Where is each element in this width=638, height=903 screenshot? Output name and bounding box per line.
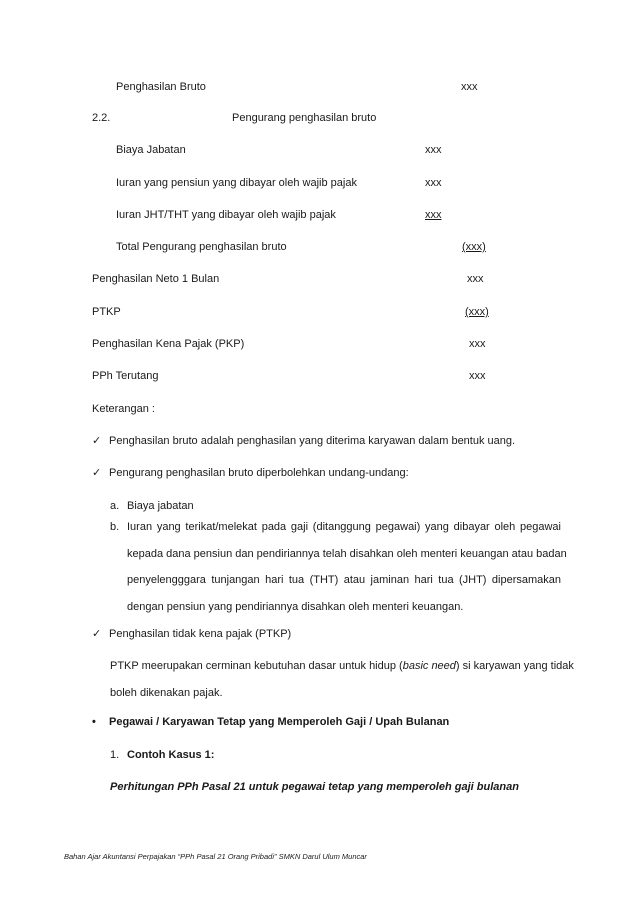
total-pengurang-value: (xxx) <box>462 241 486 253</box>
checkmark-icon: ✓ <box>92 628 102 640</box>
total-pengurang-label: Total Pengurang penghasilan bruto <box>116 241 287 253</box>
note-item-ptkp-text: Penghasilan tidak kena pajak (PTKP) <box>109 628 292 640</box>
sub-item-b-paragraph <box>127 514 567 620</box>
pkp-value: xxx <box>469 338 486 350</box>
ptkp-value: (xxx) <box>465 306 489 318</box>
ptkp-label: PTKP <box>92 306 121 318</box>
pph-terutang-value: xxx <box>469 370 486 382</box>
biaya-jabatan-label: Biaya Jabatan <box>116 144 186 156</box>
case-subtitle: Perhitungan PPh Pasal 21 untuk pegawai tetap yang memperoleh gaji bulanan <box>110 781 519 793</box>
paragraph-line: penyelengggara tunjangan hari tua (THT) atau jaminan hari tua (JHT) dipersamakan <box>127 574 561 586</box>
ptkp-description <box>110 653 574 706</box>
sub-item-a-marker: a. <box>110 500 120 512</box>
paragraph-line: dengan pensiun yang pendiriannya disahkan oleh menteri keuangan. <box>127 600 464 613</box>
notes-heading: Keterangan : <box>92 403 155 415</box>
paragraph-line: PTKP meerupakan cerminan kebutuhan dasar untuk hidup (basic need) si karyawan yang tidak <box>110 660 574 672</box>
iuran-pensiun-value: xxx <box>425 177 442 189</box>
bruto-label: Penghasilan Bruto <box>116 81 206 93</box>
neto-value: xxx <box>467 273 484 285</box>
bullet-icon: • <box>92 716 96 728</box>
neto-label: Penghasilan Neto 1 Bulan <box>92 273 220 285</box>
section-heading-text: Pegawai / Karyawan Tetap yang Memperoleh Gaji / Upah Bulanan <box>109 716 450 728</box>
pph-terutang-label: PPh Terutang <box>92 370 159 382</box>
paragraph-line: boleh dikenakan pajak. <box>110 686 223 699</box>
pkp-label: Penghasilan Kena Pajak (PKP) <box>92 338 245 350</box>
paragraph-line: kepada dana pensiun dan pendiriannya telah disahkan oleh menteri keuangan atau badan <box>127 547 567 560</box>
note-item-pengurang-text: Pengurang penghasilan bruto diperbolehkan undang-undang: <box>109 467 409 479</box>
note-item-bruto <box>92 434 515 448</box>
checkmark-icon: ✓ <box>92 435 102 447</box>
iuran-pensiun-label: Iuran yang pensiun yang dibayar oleh wajib pajak <box>116 177 357 189</box>
checkmark-icon: ✓ <box>92 467 102 479</box>
paragraph-line: Iuran yang terikat/melekat pada gaji (ditanggung pegawai) yang dibayar oleh pegawai <box>127 521 561 533</box>
sub-item-a-text: Biaya jabatan <box>127 500 194 512</box>
case-title: Contoh Kasus 1: <box>127 749 215 761</box>
page-footer: Bahan Ajar Akuntansi Perpajakan “PPh Pasal 21 Orang Pribadi” SMKN Darul Ulum Muncar <box>64 852 367 861</box>
iuran-jht-value: xxx <box>425 209 442 221</box>
section-heading <box>92 715 449 729</box>
bruto-value: xxx <box>461 81 478 93</box>
biaya-jabatan-value: xxx <box>425 144 442 156</box>
section-number: 2.2. <box>92 112 111 124</box>
note-item-pengurang <box>92 466 409 480</box>
note-item-ptkp <box>92 627 291 641</box>
section-title: Pengurang penghasilan bruto <box>232 112 377 124</box>
note-item-bruto-text: Penghasilan bruto adalah penghasilan yang diterima karyawan dalam bentuk uang. <box>109 435 516 447</box>
iuran-jht-label: Iuran JHT/THT yang dibayar oleh wajib pajak <box>116 209 336 221</box>
case-marker: 1. <box>110 749 120 761</box>
sub-item-b-marker: b. <box>110 521 120 533</box>
basic-need-term: basic need <box>402 660 456 672</box>
